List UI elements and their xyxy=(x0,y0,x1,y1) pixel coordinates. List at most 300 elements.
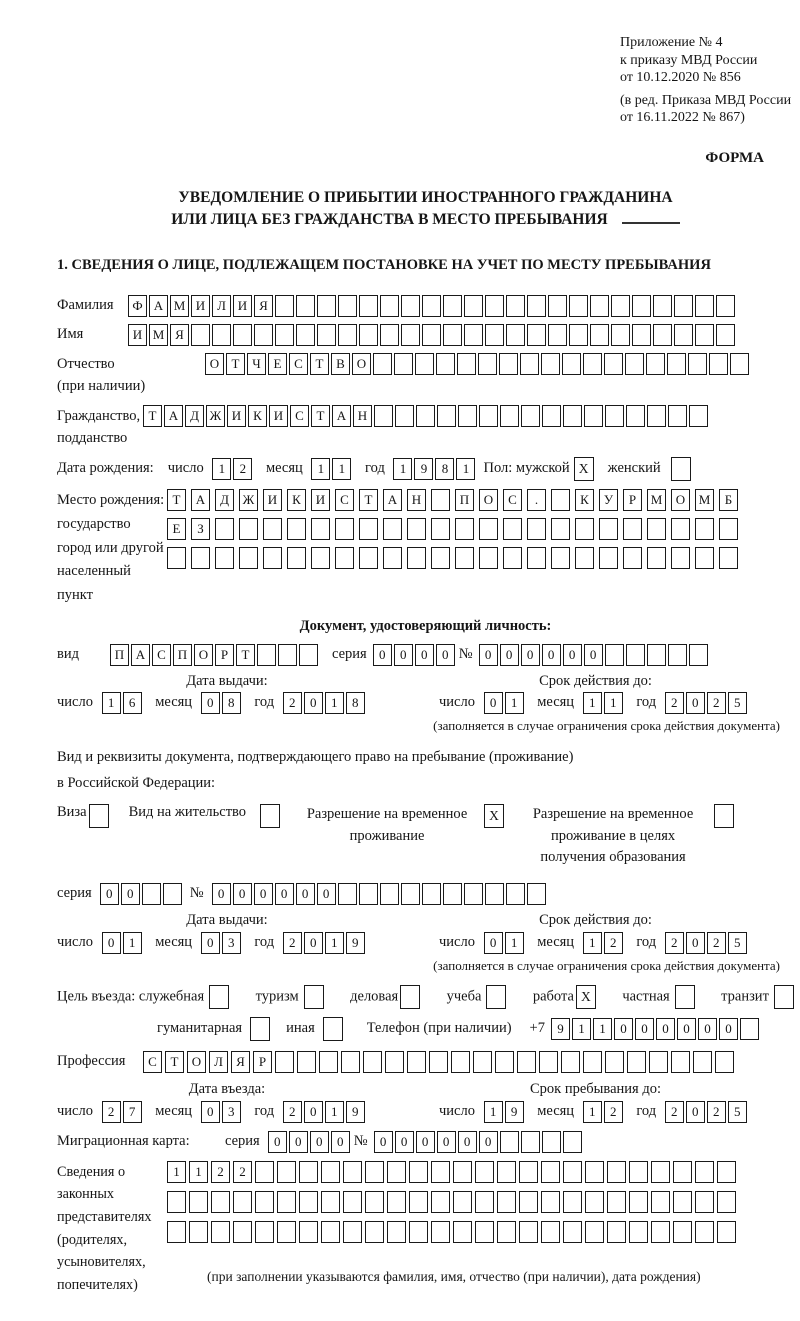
char-cell[interactable] xyxy=(607,1161,626,1183)
char-cell[interactable]: Е xyxy=(167,518,186,540)
char-cell[interactable]: 1 xyxy=(593,1018,612,1040)
char-cell[interactable] xyxy=(287,518,306,540)
char-cell[interactable]: Ж xyxy=(206,405,225,427)
char-cell[interactable] xyxy=(485,295,504,317)
sex-male-checkbox[interactable]: X xyxy=(574,457,594,481)
char-cell[interactable] xyxy=(431,489,450,511)
char-cell[interactable]: 0 xyxy=(416,1131,435,1153)
char-cell[interactable] xyxy=(626,405,645,427)
char-cell[interactable] xyxy=(539,1051,558,1073)
char-cell[interactable]: Р xyxy=(215,644,234,666)
char-cell[interactable] xyxy=(485,324,504,346)
char-cell[interactable] xyxy=(299,644,318,666)
char-cell[interactable] xyxy=(611,295,630,317)
char-cell[interactable] xyxy=(338,324,357,346)
char-cell[interactable]: У xyxy=(599,489,618,511)
char-cell[interactable]: Л xyxy=(209,1051,228,1073)
char-cell[interactable]: 8 xyxy=(435,458,454,480)
char-cell[interactable] xyxy=(497,1221,516,1243)
char-cell[interactable] xyxy=(674,295,693,317)
char-cell[interactable] xyxy=(380,295,399,317)
char-cell[interactable]: И xyxy=(128,324,147,346)
char-cell[interactable] xyxy=(495,1051,514,1073)
char-cell[interactable]: 8 xyxy=(222,692,241,714)
char-cell[interactable] xyxy=(401,883,420,905)
char-cell[interactable]: 2 xyxy=(707,1101,726,1123)
char-cell[interactable] xyxy=(695,295,714,317)
char-cell[interactable] xyxy=(506,324,525,346)
char-cell[interactable] xyxy=(627,1051,646,1073)
purpose-business-checkbox[interactable] xyxy=(400,985,420,1009)
char-cell[interactable] xyxy=(500,405,519,427)
char-cell[interactable] xyxy=(464,324,483,346)
purpose-transit-checkbox[interactable] xyxy=(774,985,794,1009)
char-cell[interactable] xyxy=(457,353,476,375)
char-cell[interactable] xyxy=(717,1221,736,1243)
char-cell[interactable] xyxy=(475,1191,494,1213)
char-cell[interactable] xyxy=(695,547,714,569)
char-cell[interactable] xyxy=(740,1018,759,1040)
char-cell[interactable]: К xyxy=(248,405,267,427)
char-cell[interactable]: 0 xyxy=(296,883,315,905)
char-cell[interactable]: . xyxy=(527,489,546,511)
char-cell[interactable] xyxy=(436,353,455,375)
char-cell[interactable] xyxy=(632,324,651,346)
char-cell[interactable]: О xyxy=(671,489,690,511)
char-cell[interactable] xyxy=(142,883,161,905)
purpose-official-checkbox[interactable] xyxy=(209,985,229,1009)
char-cell[interactable]: Я xyxy=(170,324,189,346)
char-cell[interactable] xyxy=(278,644,297,666)
char-cell[interactable] xyxy=(651,1221,670,1243)
char-cell[interactable] xyxy=(485,883,504,905)
char-cell[interactable]: 1 xyxy=(167,1161,186,1183)
char-cell[interactable] xyxy=(415,353,434,375)
char-cell[interactable]: 1 xyxy=(393,458,412,480)
char-cell[interactable] xyxy=(551,547,570,569)
char-cell[interactable] xyxy=(319,1051,338,1073)
char-cell[interactable] xyxy=(599,518,618,540)
char-cell[interactable]: 2 xyxy=(604,932,623,954)
char-cell[interactable]: С xyxy=(143,1051,162,1073)
char-cell[interactable] xyxy=(695,1191,714,1213)
char-cell[interactable] xyxy=(343,1161,362,1183)
char-cell[interactable] xyxy=(647,644,666,666)
char-cell[interactable] xyxy=(263,547,282,569)
char-cell[interactable] xyxy=(380,883,399,905)
char-cell[interactable]: 0 xyxy=(289,1131,308,1153)
char-cell[interactable] xyxy=(255,1191,274,1213)
purpose-other-checkbox[interactable] xyxy=(323,1017,343,1041)
char-cell[interactable] xyxy=(297,1051,316,1073)
char-cell[interactable]: 0 xyxy=(310,1131,329,1153)
char-cell[interactable] xyxy=(611,324,630,346)
char-cell[interactable] xyxy=(605,405,624,427)
char-cell[interactable] xyxy=(583,1051,602,1073)
char-cell[interactable]: З xyxy=(191,518,210,540)
char-cell[interactable]: 0 xyxy=(268,1131,287,1153)
char-cell[interactable] xyxy=(409,1221,428,1243)
char-cell[interactable] xyxy=(215,518,234,540)
char-cell[interactable]: 2 xyxy=(233,1161,252,1183)
char-cell[interactable] xyxy=(233,324,252,346)
option-visa-checkbox[interactable] xyxy=(89,804,109,828)
char-cell[interactable] xyxy=(506,295,525,317)
char-cell[interactable]: А xyxy=(131,644,150,666)
char-cell[interactable] xyxy=(563,1191,582,1213)
char-cell[interactable]: 0 xyxy=(584,644,603,666)
char-cell[interactable]: Т xyxy=(167,489,186,511)
char-cell[interactable]: 0 xyxy=(563,644,582,666)
char-cell[interactable] xyxy=(479,547,498,569)
char-cell[interactable]: 1 xyxy=(583,932,602,954)
char-cell[interactable]: 3 xyxy=(222,932,241,954)
char-cell[interactable]: М xyxy=(647,489,666,511)
char-cell[interactable]: А xyxy=(164,405,183,427)
char-cell[interactable] xyxy=(239,518,258,540)
char-cell[interactable] xyxy=(387,1161,406,1183)
char-cell[interactable]: 0 xyxy=(304,932,323,954)
char-cell[interactable] xyxy=(401,295,420,317)
char-cell[interactable]: М xyxy=(149,324,168,346)
char-cell[interactable] xyxy=(551,489,570,511)
char-cell[interactable]: 6 xyxy=(123,692,142,714)
char-cell[interactable]: И xyxy=(263,489,282,511)
char-cell[interactable] xyxy=(541,1221,560,1243)
char-cell[interactable]: 0 xyxy=(479,644,498,666)
char-cell[interactable] xyxy=(451,1051,470,1073)
char-cell[interactable] xyxy=(299,1221,318,1243)
char-cell[interactable] xyxy=(673,1161,692,1183)
char-cell[interactable] xyxy=(407,547,426,569)
char-cell[interactable]: О xyxy=(352,353,371,375)
char-cell[interactable] xyxy=(401,324,420,346)
char-cell[interactable]: 0 xyxy=(395,1131,414,1153)
char-cell[interactable] xyxy=(211,1191,230,1213)
char-cell[interactable] xyxy=(671,518,690,540)
char-cell[interactable]: А xyxy=(191,489,210,511)
char-cell[interactable]: 2 xyxy=(283,932,302,954)
char-cell[interactable]: Л xyxy=(212,295,231,317)
char-cell[interactable]: Т xyxy=(359,489,378,511)
char-cell[interactable] xyxy=(716,324,735,346)
char-cell[interactable]: 1 xyxy=(456,458,475,480)
char-cell[interactable]: 1 xyxy=(325,932,344,954)
char-cell[interactable] xyxy=(527,883,546,905)
char-cell[interactable]: 0 xyxy=(394,644,413,666)
char-cell[interactable] xyxy=(479,518,498,540)
char-cell[interactable]: 0 xyxy=(233,883,252,905)
char-cell[interactable] xyxy=(497,1161,516,1183)
char-cell[interactable] xyxy=(519,1161,538,1183)
char-cell[interactable]: 9 xyxy=(505,1101,524,1123)
char-cell[interactable]: Д xyxy=(185,405,204,427)
char-cell[interactable] xyxy=(673,1221,692,1243)
char-cell[interactable] xyxy=(365,1191,384,1213)
char-cell[interactable] xyxy=(317,324,336,346)
char-cell[interactable] xyxy=(521,405,540,427)
char-cell[interactable]: 0 xyxy=(719,1018,738,1040)
char-cell[interactable] xyxy=(275,1051,294,1073)
char-cell[interactable] xyxy=(647,547,666,569)
char-cell[interactable] xyxy=(689,405,708,427)
char-cell[interactable] xyxy=(335,547,354,569)
char-cell[interactable] xyxy=(585,1161,604,1183)
char-cell[interactable] xyxy=(653,295,672,317)
char-cell[interactable]: 7 xyxy=(123,1101,142,1123)
char-cell[interactable] xyxy=(569,324,588,346)
char-cell[interactable] xyxy=(719,547,738,569)
char-cell[interactable]: 1 xyxy=(189,1161,208,1183)
char-cell[interactable]: 1 xyxy=(332,458,351,480)
char-cell[interactable] xyxy=(599,547,618,569)
char-cell[interactable] xyxy=(649,1051,668,1073)
sex-female-checkbox[interactable] xyxy=(671,457,691,481)
char-cell[interactable]: И xyxy=(311,489,330,511)
purpose-work-checkbox[interactable]: X xyxy=(576,985,596,1009)
char-cell[interactable]: 0 xyxy=(374,1131,393,1153)
char-cell[interactable] xyxy=(359,295,378,317)
char-cell[interactable] xyxy=(317,295,336,317)
char-cell[interactable] xyxy=(695,1221,714,1243)
char-cell[interactable] xyxy=(380,324,399,346)
char-cell[interactable]: 5 xyxy=(728,932,747,954)
char-cell[interactable]: М xyxy=(695,489,714,511)
char-cell[interactable] xyxy=(443,883,462,905)
char-cell[interactable] xyxy=(311,547,330,569)
char-cell[interactable]: 2 xyxy=(283,1101,302,1123)
char-cell[interactable] xyxy=(584,405,603,427)
char-cell[interactable]: 0 xyxy=(656,1018,675,1040)
char-cell[interactable]: 9 xyxy=(346,1101,365,1123)
char-cell[interactable] xyxy=(277,1161,296,1183)
char-cell[interactable]: 8 xyxy=(346,692,365,714)
char-cell[interactable] xyxy=(453,1161,472,1183)
char-cell[interactable]: 0 xyxy=(458,1131,477,1153)
char-cell[interactable] xyxy=(277,1191,296,1213)
char-cell[interactable] xyxy=(715,1051,734,1073)
char-cell[interactable] xyxy=(464,295,483,317)
char-cell[interactable] xyxy=(275,324,294,346)
char-cell[interactable] xyxy=(500,1131,519,1153)
char-cell[interactable]: 0 xyxy=(686,692,705,714)
char-cell[interactable]: 1 xyxy=(572,1018,591,1040)
char-cell[interactable] xyxy=(506,883,525,905)
char-cell[interactable] xyxy=(429,1051,448,1073)
char-cell[interactable] xyxy=(695,324,714,346)
char-cell[interactable]: 0 xyxy=(415,644,434,666)
char-cell[interactable]: 0 xyxy=(331,1131,350,1153)
char-cell[interactable] xyxy=(211,1221,230,1243)
char-cell[interactable]: 2 xyxy=(707,692,726,714)
char-cell[interactable] xyxy=(653,324,672,346)
char-cell[interactable] xyxy=(475,1221,494,1243)
char-cell[interactable]: М xyxy=(170,295,189,317)
char-cell[interactable] xyxy=(527,547,546,569)
char-cell[interactable]: 2 xyxy=(211,1161,230,1183)
char-cell[interactable] xyxy=(431,1191,450,1213)
char-cell[interactable] xyxy=(321,1161,340,1183)
char-cell[interactable] xyxy=(542,1131,561,1153)
char-cell[interactable]: 0 xyxy=(436,644,455,666)
char-cell[interactable] xyxy=(503,547,522,569)
char-cell[interactable] xyxy=(647,518,666,540)
char-cell[interactable]: 2 xyxy=(665,1101,684,1123)
char-cell[interactable] xyxy=(163,883,182,905)
char-cell[interactable]: И xyxy=(227,405,246,427)
char-cell[interactable]: А xyxy=(149,295,168,317)
char-cell[interactable]: 1 xyxy=(212,458,231,480)
char-cell[interactable] xyxy=(475,1161,494,1183)
char-cell[interactable]: 0 xyxy=(304,1101,323,1123)
char-cell[interactable]: 0 xyxy=(686,932,705,954)
char-cell[interactable] xyxy=(299,1191,318,1213)
char-cell[interactable]: 0 xyxy=(677,1018,696,1040)
char-cell[interactable] xyxy=(717,1191,736,1213)
char-cell[interactable] xyxy=(548,324,567,346)
char-cell[interactable] xyxy=(359,518,378,540)
char-cell[interactable]: 0 xyxy=(686,1101,705,1123)
char-cell[interactable]: 1 xyxy=(583,692,602,714)
char-cell[interactable] xyxy=(233,1191,252,1213)
char-cell[interactable] xyxy=(527,324,546,346)
char-cell[interactable] xyxy=(275,295,294,317)
char-cell[interactable]: 0 xyxy=(614,1018,633,1040)
char-cell[interactable]: 1 xyxy=(102,692,121,714)
char-cell[interactable]: И xyxy=(191,295,210,317)
char-cell[interactable] xyxy=(416,405,435,427)
char-cell[interactable]: 0 xyxy=(212,883,231,905)
char-cell[interactable] xyxy=(563,1161,582,1183)
char-cell[interactable]: К xyxy=(575,489,594,511)
char-cell[interactable]: 5 xyxy=(728,692,747,714)
char-cell[interactable] xyxy=(473,1051,492,1073)
char-cell[interactable] xyxy=(651,1161,670,1183)
char-cell[interactable] xyxy=(629,1161,648,1183)
char-cell[interactable] xyxy=(478,353,497,375)
char-cell[interactable] xyxy=(167,1221,186,1243)
char-cell[interactable]: 1 xyxy=(505,692,524,714)
char-cell[interactable]: Я xyxy=(254,295,273,317)
char-cell[interactable] xyxy=(562,353,581,375)
char-cell[interactable]: 1 xyxy=(325,1101,344,1123)
char-cell[interactable] xyxy=(520,353,539,375)
char-cell[interactable] xyxy=(668,644,687,666)
char-cell[interactable]: Я xyxy=(231,1051,250,1073)
char-cell[interactable] xyxy=(563,1221,582,1243)
char-cell[interactable] xyxy=(607,1191,626,1213)
char-cell[interactable] xyxy=(387,1221,406,1243)
char-cell[interactable] xyxy=(335,518,354,540)
char-cell[interactable]: В xyxy=(331,353,350,375)
char-cell[interactable] xyxy=(651,1191,670,1213)
purpose-study-checkbox[interactable] xyxy=(486,985,506,1009)
char-cell[interactable] xyxy=(521,1131,540,1153)
char-cell[interactable]: О xyxy=(194,644,213,666)
char-cell[interactable]: О xyxy=(205,353,224,375)
char-cell[interactable] xyxy=(668,405,687,427)
char-cell[interactable] xyxy=(590,295,609,317)
char-cell[interactable]: 0 xyxy=(304,692,323,714)
char-cell[interactable] xyxy=(343,1221,362,1243)
char-cell[interactable] xyxy=(569,295,588,317)
char-cell[interactable]: 0 xyxy=(484,932,503,954)
char-cell[interactable] xyxy=(674,324,693,346)
char-cell[interactable] xyxy=(409,1161,428,1183)
char-cell[interactable]: 0 xyxy=(121,883,140,905)
char-cell[interactable] xyxy=(167,1191,186,1213)
char-cell[interactable] xyxy=(321,1191,340,1213)
char-cell[interactable]: Т xyxy=(310,353,329,375)
char-cell[interactable] xyxy=(625,353,644,375)
char-cell[interactable] xyxy=(395,405,414,427)
char-cell[interactable] xyxy=(453,1221,472,1243)
char-cell[interactable] xyxy=(551,518,570,540)
option-temp-residence-checkbox[interactable]: X xyxy=(484,804,504,828)
char-cell[interactable] xyxy=(719,518,738,540)
char-cell[interactable]: И xyxy=(269,405,288,427)
char-cell[interactable] xyxy=(409,1191,428,1213)
char-cell[interactable] xyxy=(455,547,474,569)
char-cell[interactable] xyxy=(626,644,645,666)
char-cell[interactable] xyxy=(311,518,330,540)
char-cell[interactable] xyxy=(255,1221,274,1243)
char-cell[interactable] xyxy=(563,1131,582,1153)
char-cell[interactable]: 0 xyxy=(201,1101,220,1123)
char-cell[interactable] xyxy=(167,547,186,569)
char-cell[interactable]: Р xyxy=(623,489,642,511)
char-cell[interactable]: 0 xyxy=(479,1131,498,1153)
char-cell[interactable]: 0 xyxy=(201,932,220,954)
char-cell[interactable] xyxy=(632,295,651,317)
char-cell[interactable]: Т xyxy=(165,1051,184,1073)
char-cell[interactable]: 2 xyxy=(283,692,302,714)
char-cell[interactable] xyxy=(605,1051,624,1073)
char-cell[interactable]: А xyxy=(383,489,402,511)
char-cell[interactable]: Т xyxy=(236,644,255,666)
char-cell[interactable]: 0 xyxy=(635,1018,654,1040)
char-cell[interactable] xyxy=(338,295,357,317)
char-cell[interactable] xyxy=(233,1221,252,1243)
char-cell[interactable]: 0 xyxy=(542,644,561,666)
char-cell[interactable]: П xyxy=(173,644,192,666)
char-cell[interactable] xyxy=(673,1191,692,1213)
char-cell[interactable]: Е xyxy=(268,353,287,375)
char-cell[interactable] xyxy=(191,324,210,346)
char-cell[interactable] xyxy=(717,1161,736,1183)
purpose-private-checkbox[interactable] xyxy=(675,985,695,1009)
char-cell[interactable] xyxy=(341,1051,360,1073)
char-cell[interactable] xyxy=(499,353,518,375)
char-cell[interactable] xyxy=(527,518,546,540)
char-cell[interactable]: 0 xyxy=(500,644,519,666)
char-cell[interactable] xyxy=(604,353,623,375)
char-cell[interactable] xyxy=(629,1221,648,1243)
char-cell[interactable]: Ж xyxy=(239,489,258,511)
char-cell[interactable] xyxy=(517,1051,536,1073)
char-cell[interactable] xyxy=(695,1161,714,1183)
char-cell[interactable]: С xyxy=(335,489,354,511)
char-cell[interactable] xyxy=(383,518,402,540)
char-cell[interactable] xyxy=(709,353,728,375)
char-cell[interactable] xyxy=(464,883,483,905)
char-cell[interactable] xyxy=(373,353,392,375)
char-cell[interactable]: 1 xyxy=(311,458,330,480)
char-cell[interactable] xyxy=(443,324,462,346)
char-cell[interactable] xyxy=(629,1191,648,1213)
char-cell[interactable] xyxy=(407,518,426,540)
char-cell[interactable] xyxy=(343,1191,362,1213)
